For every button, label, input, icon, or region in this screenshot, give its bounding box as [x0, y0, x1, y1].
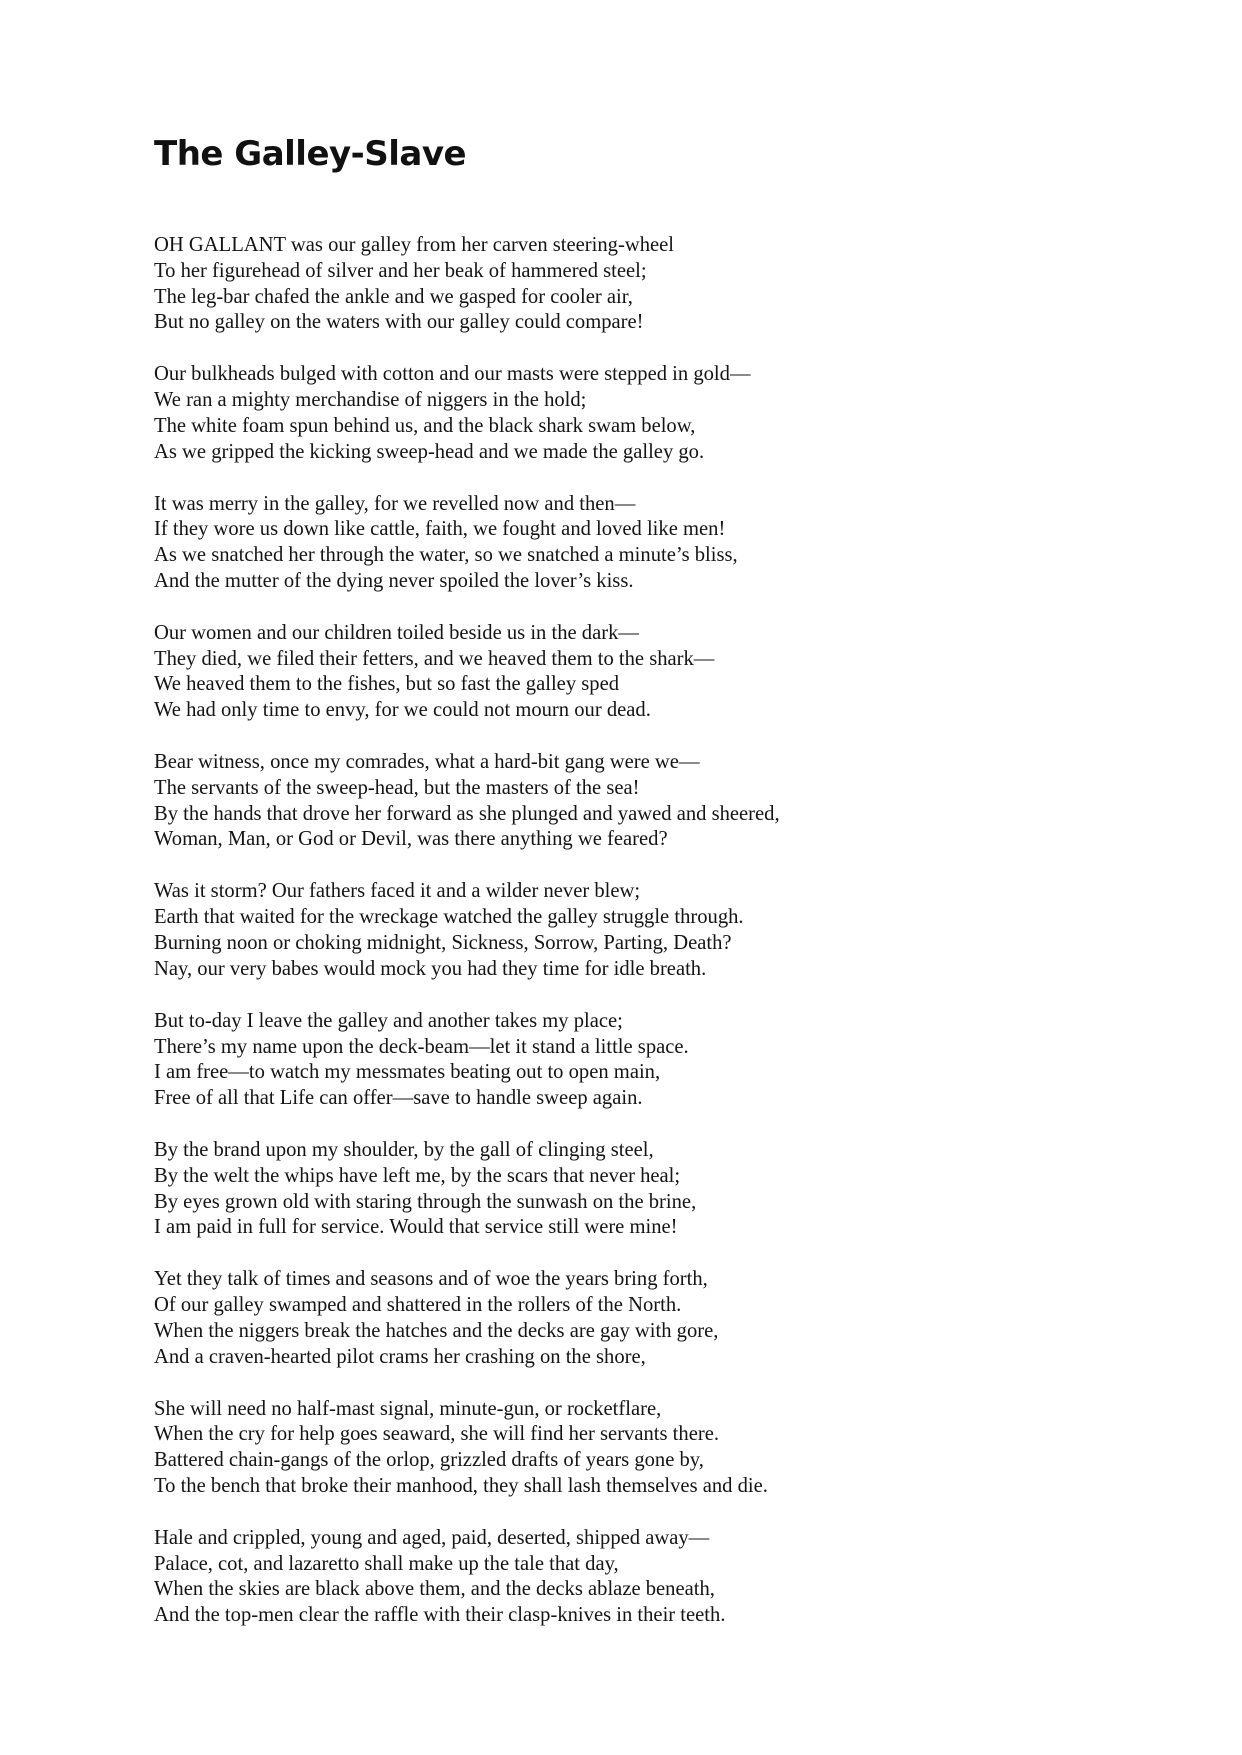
- poem-line: I am paid in full for service. Would that service still were mine!: [154, 1216, 678, 1239]
- stanza: [154, 1267, 1154, 1370]
- poem-line: Bear witness, once my comrades, what a hard-bit gang were we—: [154, 751, 700, 774]
- poem-line: By the hands that drove her forward as she plunged and yawed and sheered,: [154, 802, 780, 825]
- poem-line: Our women and our children toiled beside us in the dark—: [154, 621, 639, 644]
- poem-line: Yet they talk of times and seasons and of woe the years bring forth,: [154, 1268, 708, 1291]
- poem-body: [154, 233, 1154, 1655]
- poem-line: By eyes grown old with staring through the sunwash on the brine,: [154, 1190, 697, 1213]
- poem-line: By the welt the whips have left me, by the scars that never heal;: [154, 1164, 681, 1187]
- stanza: [154, 1397, 1154, 1500]
- poem-line: Battered chain-gangs of the orlop, grizzled drafts of years gone by,: [154, 1449, 704, 1472]
- poem-line: And a craven-hearted pilot crams her crashing on the shore,: [154, 1345, 646, 1368]
- stanza: [154, 621, 1154, 724]
- stanza: [154, 1009, 1154, 1112]
- poem-line: It was merry in the galley, for we revelled now and then—: [154, 492, 636, 515]
- stanza: [154, 879, 1154, 982]
- poem-line: And the mutter of the dying never spoiled the lover’s kiss.: [154, 569, 634, 592]
- stanza: [154, 233, 1154, 336]
- poem-line: We ran a mighty merchandise of niggers in the hold;: [154, 389, 587, 412]
- poem-line: When the niggers break the hatches and the decks are gay with gore,: [154, 1319, 719, 1342]
- poem-line: I am free—to watch my messmates beating out to open main,: [154, 1061, 661, 1084]
- poem-line: Was it storm? Our fathers faced it and a wilder never blew;: [154, 880, 641, 903]
- poem-line: Of our galley swamped and shattered in the rollers of the North.: [154, 1294, 682, 1317]
- poem-line: To the bench that broke their manhood, they shall lash themselves and die.: [154, 1474, 768, 1497]
- poem-line: There’s my name upon the deck-beam—let it stand a little space.: [154, 1035, 689, 1058]
- poem-line: She will need no half-mast signal, minute-gun, or rocketflare,: [154, 1397, 662, 1420]
- poem-line: OH GALLANT was our galley from her carven steering-wheel: [154, 234, 675, 256]
- poem-line: And the top-men clear the raffle with their clasp-knives in their teeth.: [154, 1604, 726, 1627]
- poem-line: When the cry for help goes seaward, she will find her servants there.: [154, 1423, 719, 1446]
- stanza: [154, 1138, 1154, 1241]
- poem-line: Hale and crippled, young and aged, paid, deserted, shipped away—: [154, 1526, 710, 1549]
- stanza: [154, 362, 1154, 465]
- poem-line: If they wore us down like cattle, faith, we fought and loved like men!: [154, 518, 726, 541]
- stanza: [154, 750, 1154, 853]
- poem-line: As we snatched her through the water, so we snatched a minute’s bliss,: [154, 544, 738, 567]
- poem-line: But to-day I leave the galley and another takes my place;: [154, 1009, 623, 1032]
- poem-line: By the brand upon my shoulder, by the gall of clinging steel,: [154, 1139, 654, 1162]
- poem-line: The leg-bar chafed the ankle and we gasped for cooler air,: [154, 285, 633, 308]
- poem-title: The Galley-Slave: [154, 134, 467, 174]
- stanza: [154, 1526, 1154, 1629]
- poem-line: We had only time to envy, for we could not mourn our dead.: [154, 699, 651, 722]
- poem-line: The white foam spun behind us, and the black shark swam below,: [154, 414, 696, 437]
- poem-line: Burning noon or choking midnight, Sickness, Sorrow, Parting, Death?: [154, 931, 732, 954]
- poem-line: To her figurehead of silver and her beak of hammered steel;: [154, 259, 647, 282]
- poem-line: Earth that waited for the wreckage watched the galley struggle through.: [154, 906, 744, 929]
- poem-line: They died, we filed their fetters, and we heaved them to the shark—: [154, 647, 715, 670]
- poem-line: When the skies are black above them, and the decks ablaze beneath,: [154, 1578, 715, 1601]
- poem-line: But no galley on the waters with our galley could compare!: [154, 311, 644, 334]
- poem-line: Palace, cot, and lazaretto shall make up the tale that day,: [154, 1552, 619, 1575]
- poem-line: Our bulkheads bulged with cotton and our masts were stepped in gold—: [154, 363, 751, 386]
- poem-line: We heaved them to the fishes, but so fast the galley sped: [154, 673, 620, 696]
- poem-line: Woman, Man, or God or Devil, was there anything we feared?: [154, 828, 668, 851]
- poem-line: As we gripped the kicking sweep-head and we made the galley go.: [154, 440, 705, 463]
- poem-line: Free of all that Life can offer—save to handle sweep again.: [154, 1087, 643, 1110]
- poem-line: Nay, our very babes would mock you had they time for idle breath.: [154, 957, 707, 980]
- poem-line: The servants of the sweep-head, but the masters of the sea!: [154, 776, 640, 799]
- stanza: [154, 492, 1154, 595]
